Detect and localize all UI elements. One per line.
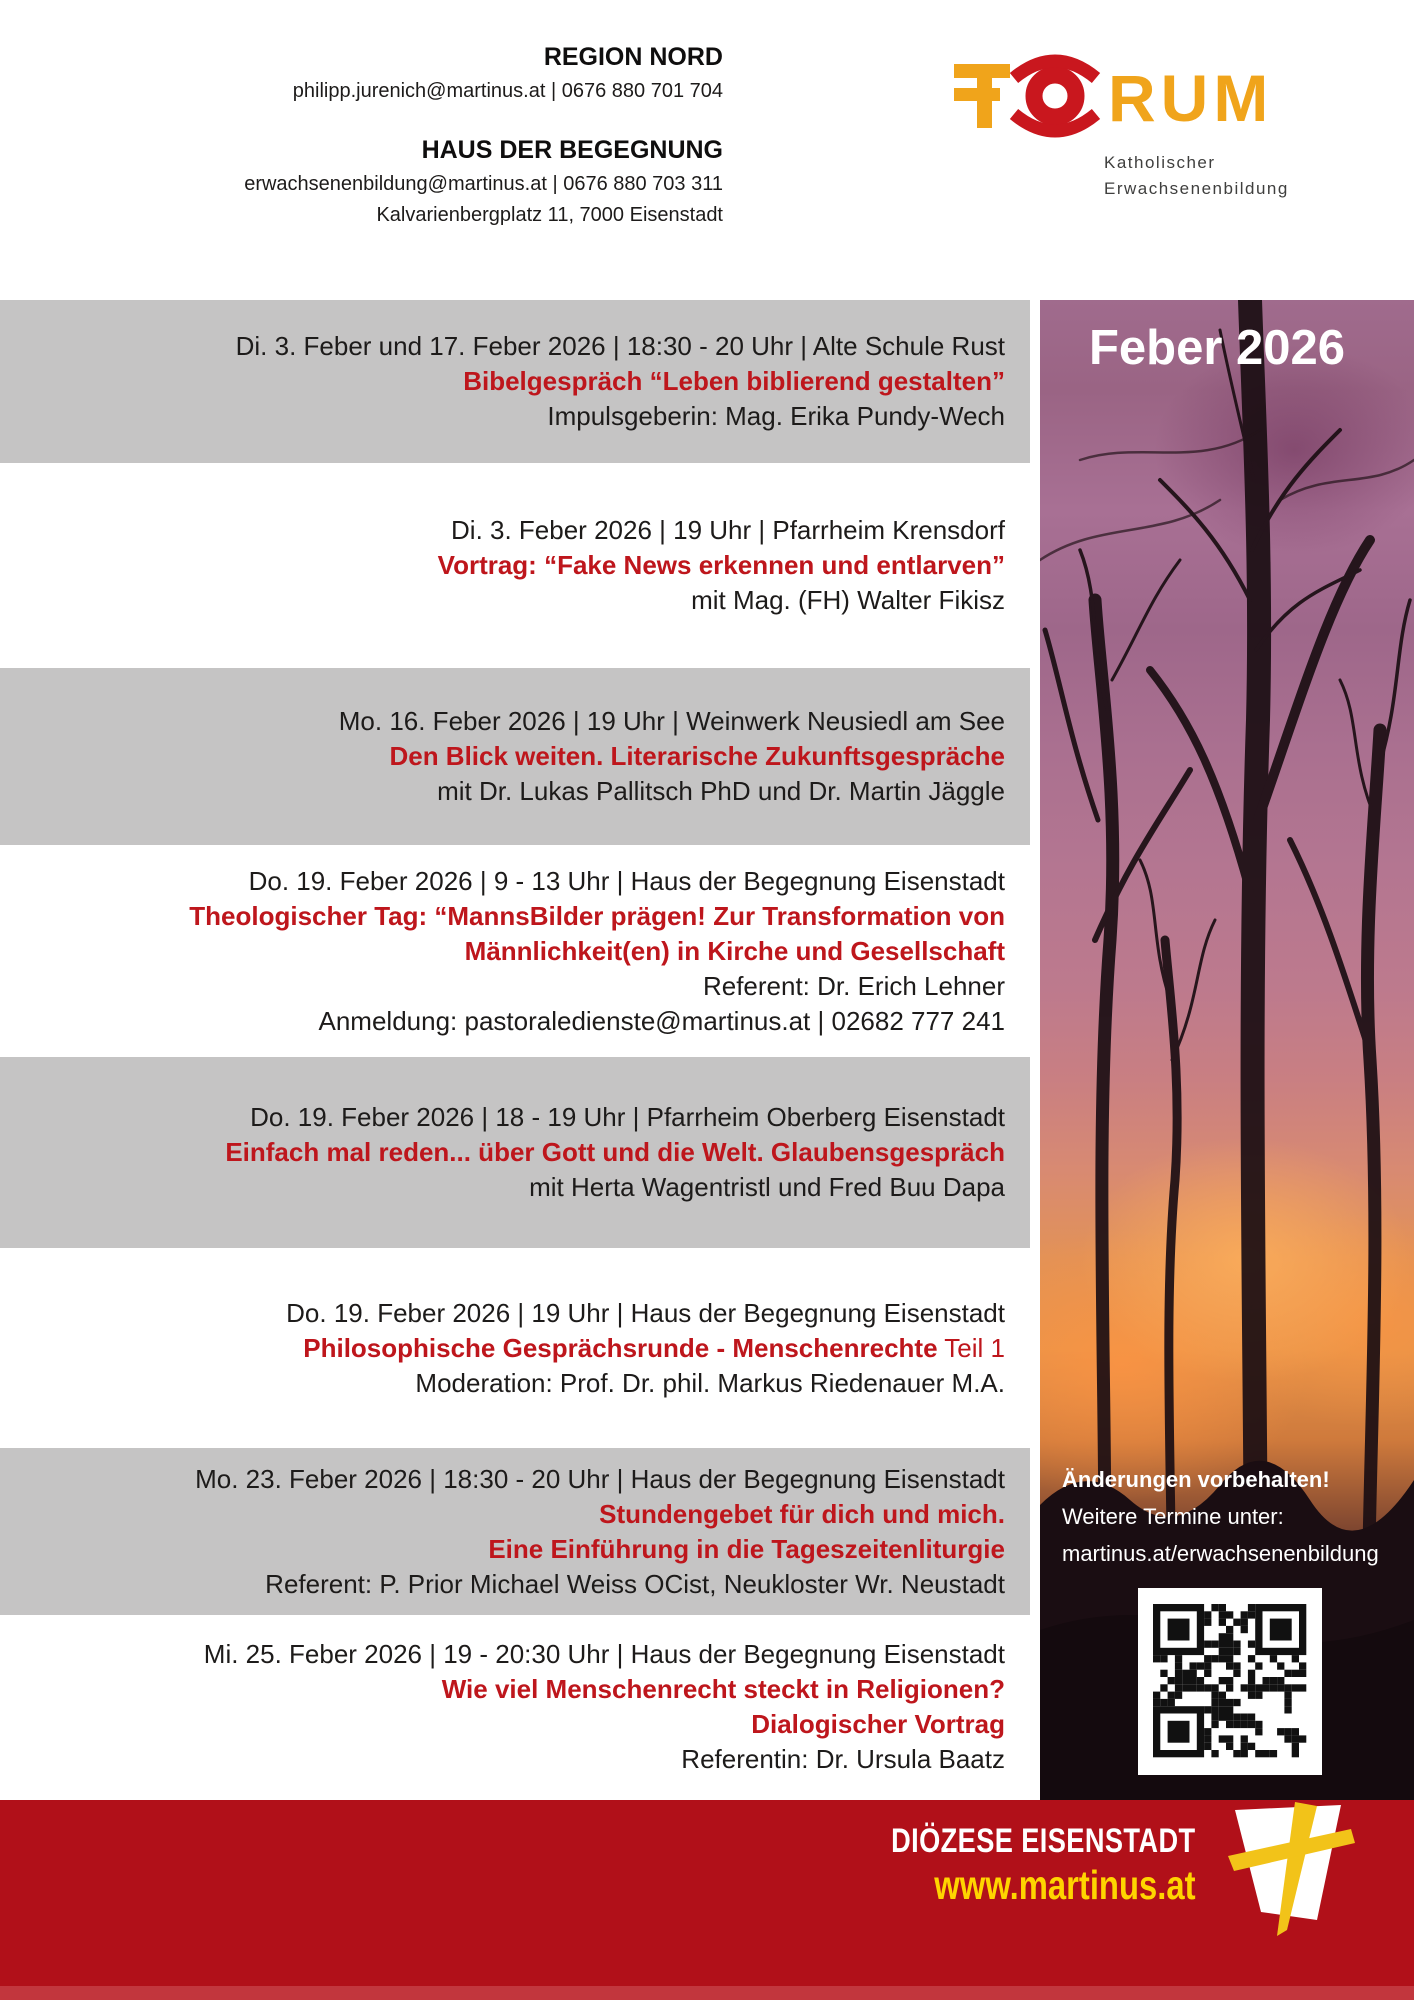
forum-logo-subtitle [1104, 150, 1289, 202]
event-title-line: Den Blick weiten. Literarische Zukunftsgespräche [389, 741, 1005, 771]
event-block [0, 1057, 1030, 1248]
qr-code [1138, 1588, 1322, 1775]
event-block [0, 1448, 1030, 1615]
event-detail-line: Referentin: Dr. Ursula Baatz [681, 1743, 1005, 1774]
event-detail-line: mit Dr. Lukas Pallitsch PhD und Dr. Martin Jäggle [437, 776, 1005, 806]
event-date-line: Do. 19. Feber 2026 | 19 Uhr | Haus der Begegnung Eisenstadt [286, 1297, 1005, 1328]
forum-subtitle-line1: Katholischer [1104, 153, 1216, 172]
month-title: Feber 2026 [1089, 321, 1346, 375]
notice-line2: martinus.at/erwachsenenbildung [1062, 1541, 1379, 1566]
house-contact: erwachsenenbildung@martinus.at | 0676 880 703 311 [244, 173, 723, 195]
event-date-line: Di. 3. Feber 2026 | 19 Uhr | Pfarrheim Krensdorf [451, 515, 1005, 545]
event-date-line: Di. 3. Feber und 17. Feber 2026 | 18:30 - 20 Uhr | Alte Schule Rust [235, 331, 1005, 361]
event-detail-line: mit Mag. (FH) Walter Fikisz [691, 585, 1005, 615]
diocese-url: www.martinus.at [934, 1862, 1196, 1908]
event-title-line: Bibelgespräch “Leben biblierend gestalten” [463, 366, 1005, 396]
event-title-line: Dialogischer Vortrag [751, 1708, 1005, 1739]
footer-bottom-strip [0, 1986, 1414, 2000]
forum-subtitle-line2: Erwachsenenbildung [1104, 179, 1289, 198]
event-block [0, 668, 1030, 845]
region-contact: philipp.jurenich@martinus.at | 0676 880 701 704 [292, 80, 723, 102]
house-title: HAUS DER BEGEGNUNG [421, 136, 723, 164]
notice-title: Änderungen vorbehalten! [1062, 1467, 1330, 1492]
event-block [0, 1615, 1030, 1798]
region-title: REGION NORD [543, 43, 723, 71]
event-block [0, 463, 1030, 668]
event-title-line: Philosophische Gesprächsrunde - Menschenrechte Teil 1 [303, 1332, 1005, 1363]
event-detail-line: Referent: Dr. Erich Lehner [702, 970, 1005, 1001]
qr-code-icon [1138, 1588, 1322, 1775]
event-title-line: Einfach mal reden... über Gott und die Welt. Glaubensgespräch [225, 1137, 1005, 1167]
event-title-line: Wie viel Menschenrecht steckt in Religionen? [441, 1673, 1005, 1704]
diocese-title: DIÖZESE EISENSTADT [891, 1822, 1196, 1860]
event-date-line: Mi. 25. Feber 2026 | 19 - 20:30 Uhr | Haus der Begegnung Eisenstadt [203, 1638, 1005, 1669]
footer-bar [0, 1800, 1414, 2000]
event-date-line: Mo. 16. Feber 2026 | 19 Uhr | Weinwerk Neusiedl am See [338, 706, 1005, 736]
event-detail-line: Impulsgeberin: Mag. Erika Pundy-Wech [547, 401, 1005, 431]
svg-text:RUM: RUM [1108, 61, 1274, 135]
event-date-line: Mo. 23. Feber 2026 | 18:30 - 20 Uhr | Haus der Begegnung Eisenstadt [195, 1463, 1005, 1494]
event-detail-line: mit Herta Wagentristl und Fred Buu Dapa [529, 1172, 1005, 1202]
event-block [0, 300, 1030, 463]
house-address: Kalvarienbergplatz 11, 7000 Eisenstadt [376, 204, 723, 226]
event-date-line: Do. 19. Feber 2026 | 9 - 13 Uhr | Haus der Begegnung Eisenstadt [248, 865, 1005, 896]
event-title-line: Vortrag: “Fake News erkennen und entlarven” [437, 550, 1005, 580]
event-date-line: Do. 19. Feber 2026 | 18 - 19 Uhr | Pfarrheim Oberberg Eisenstadt [250, 1102, 1005, 1132]
event-block [0, 1248, 1030, 1448]
notice-block [1062, 1462, 1379, 1572]
footer-text-block [892, 1820, 1196, 1908]
notice-line1: Weitere Termine unter: [1062, 1504, 1284, 1529]
event-detail-line: Referent: P. Prior Michael Weiss OCist, Neukloster Wr. Neustadt [265, 1568, 1005, 1599]
event-detail-line: Moderation: Prof. Dr. phil. Markus Riedenauer M.A. [415, 1367, 1005, 1398]
event-detail-line: Anmeldung: pastoraledienste@martinus.at | 02682 777 241 [318, 1005, 1005, 1036]
photo-panel [1040, 300, 1414, 1800]
event-title-line: Stundengebet für dich und mich. [599, 1498, 1005, 1529]
event-block [0, 845, 1030, 1057]
event-title-line: Eine Einführung in die Tageszeitenliturgie [488, 1533, 1005, 1564]
event-title-line: Männlichkeit(en) in Kirche und Gesellschaft [464, 935, 1005, 966]
sunset-trees-illustration [1040, 300, 1414, 1800]
event-title-line: Theologischer Tag: “MannsBilder prägen! Zur Transformation von [189, 900, 1005, 931]
diocese-logo-icon [1205, 1802, 1373, 1937]
